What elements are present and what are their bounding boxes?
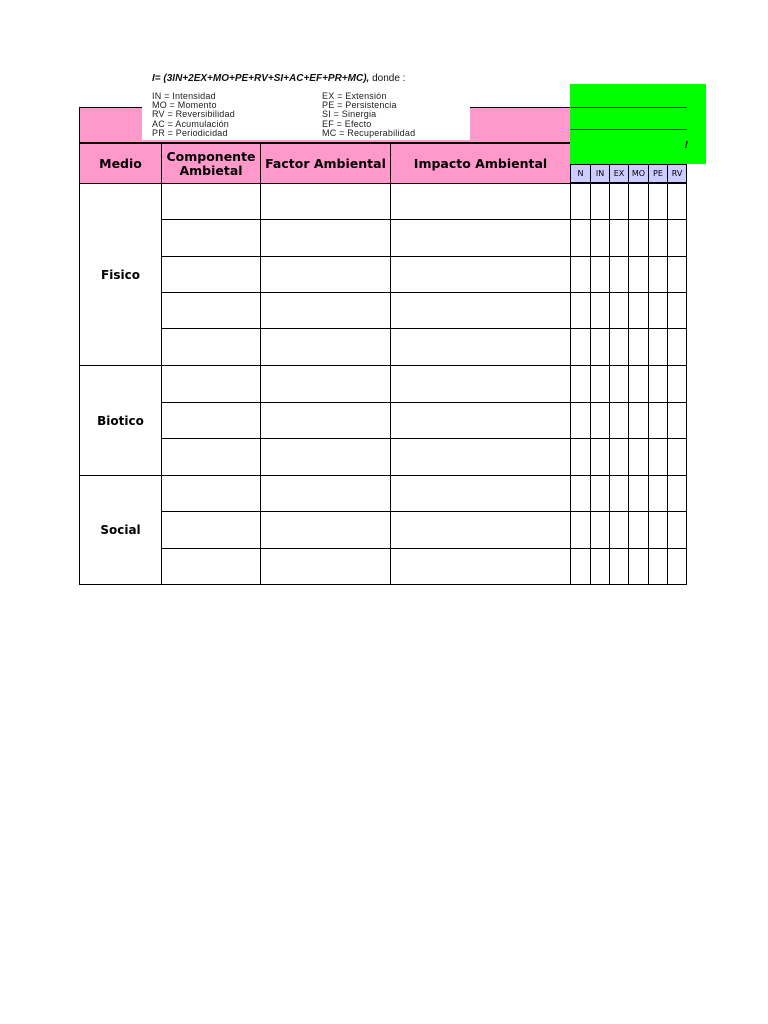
mo-cell[interactable] <box>628 256 649 293</box>
mo-cell[interactable] <box>628 548 649 585</box>
componente-cell[interactable] <box>161 328 261 366</box>
in-cell[interactable] <box>590 365 610 403</box>
in-cell[interactable] <box>590 328 610 366</box>
legend-pr: PR = Periodicidad <box>152 127 228 138</box>
rv-cell[interactable] <box>667 548 687 585</box>
factor-cell[interactable] <box>260 402 391 439</box>
componente-cell[interactable] <box>161 511 261 549</box>
in-cell[interactable] <box>590 292 610 329</box>
rv-cell[interactable] <box>667 402 687 439</box>
factor-cell[interactable] <box>260 475 391 512</box>
factor-cell[interactable] <box>260 219 391 257</box>
in-cell[interactable] <box>590 511 610 549</box>
n-cell[interactable] <box>570 475 591 512</box>
componente-cell[interactable] <box>161 365 261 403</box>
impacto-cell[interactable] <box>390 328 571 366</box>
mo-cell[interactable] <box>628 328 649 366</box>
ex-cell[interactable] <box>609 438 629 476</box>
legend-pe: PE = Persistencia <box>322 100 397 111</box>
rv-cell[interactable] <box>667 256 687 293</box>
impacto-cell[interactable] <box>390 402 571 439</box>
factor-cell[interactable] <box>260 548 391 585</box>
mo-cell[interactable] <box>628 438 649 476</box>
green-divider <box>571 129 687 130</box>
impacto-cell[interactable] <box>390 511 571 549</box>
ex-cell[interactable] <box>609 548 629 585</box>
pe-cell[interactable] <box>648 365 668 403</box>
formula-expression: I= (3IN+2EX+MO+PE+RV+SI+AC+EF+PR+MC), donde : <box>152 73 406 84</box>
formula-legend <box>142 66 470 140</box>
n-cell[interactable] <box>570 402 591 439</box>
impacto-cell[interactable] <box>390 292 571 329</box>
impacto-cell[interactable] <box>390 365 571 403</box>
subheader-ex: EX <box>609 164 629 183</box>
n-cell[interactable] <box>570 438 591 476</box>
subheader-mo: MO <box>628 164 649 183</box>
n-cell[interactable] <box>570 256 591 293</box>
green-block-text: ! <box>684 140 688 151</box>
subheader-rv: RV <box>667 164 687 183</box>
componente-cell[interactable] <box>161 219 261 257</box>
pe-cell[interactable] <box>648 475 668 512</box>
pe-cell[interactable] <box>648 292 668 329</box>
impacto-cell[interactable] <box>390 256 571 293</box>
impacto-cell[interactable] <box>390 475 571 512</box>
factor-cell[interactable] <box>260 292 391 329</box>
rv-cell[interactable] <box>667 475 687 512</box>
ex-cell[interactable] <box>609 183 629 220</box>
medio-social: Social <box>79 475 162 585</box>
mo-cell[interactable] <box>628 402 649 439</box>
mo-cell[interactable] <box>628 292 649 329</box>
rv-cell[interactable] <box>667 438 687 476</box>
legend-ac: AC = Acumulación <box>152 118 229 129</box>
subheader-in: IN <box>590 164 610 183</box>
n-cell[interactable] <box>570 183 591 220</box>
rv-cell[interactable] <box>667 219 687 257</box>
n-cell[interactable] <box>570 511 591 549</box>
n-cell[interactable] <box>570 365 591 403</box>
pe-cell[interactable] <box>648 256 668 293</box>
pe-cell[interactable] <box>648 328 668 366</box>
n-cell[interactable] <box>570 548 591 585</box>
in-cell[interactable] <box>590 438 610 476</box>
factor-cell[interactable] <box>260 511 391 549</box>
ex-cell[interactable] <box>609 219 629 257</box>
rv-cell[interactable] <box>667 511 687 549</box>
factor-cell[interactable] <box>260 256 391 293</box>
ex-cell[interactable] <box>609 328 629 366</box>
impacto-cell[interactable] <box>390 183 571 220</box>
subheader-pe: PE <box>648 164 668 183</box>
pe-cell[interactable] <box>648 402 668 439</box>
ex-cell[interactable] <box>609 511 629 549</box>
green-highlight-block <box>570 84 706 164</box>
pe-cell[interactable] <box>648 438 668 476</box>
ex-cell[interactable] <box>609 475 629 512</box>
header-factor-ambiental: Factor Ambiental <box>260 143 391 184</box>
pe-cell[interactable] <box>648 219 668 257</box>
mo-cell[interactable] <box>628 365 649 403</box>
componente-cell[interactable] <box>161 475 261 512</box>
in-cell[interactable] <box>590 256 610 293</box>
factor-cell[interactable] <box>260 183 391 220</box>
header-componente-ambietal: Componente Ambietal <box>161 143 261 184</box>
rv-cell[interactable] <box>667 365 687 403</box>
legend-ex: EX = Extensión <box>322 91 387 101</box>
legend-mc: MC = Recuperabilidad <box>322 127 416 138</box>
ex-cell[interactable] <box>609 365 629 403</box>
green-divider <box>571 107 687 108</box>
componente-cell[interactable] <box>161 438 261 476</box>
header-medio: Medio <box>79 143 162 184</box>
impacto-cell[interactable] <box>390 438 571 476</box>
medio-fisico: Fisico <box>79 183 162 366</box>
n-cell[interactable] <box>570 219 591 257</box>
legend-ef: EF = Efecto <box>322 118 372 129</box>
in-cell[interactable] <box>590 402 610 439</box>
subheader-n: N <box>570 164 591 183</box>
ex-cell[interactable] <box>609 292 629 329</box>
componente-cell[interactable] <box>161 183 261 220</box>
formula-legend-grid <box>152 92 468 138</box>
mo-cell[interactable] <box>628 183 649 220</box>
legend-si: SI = Sinergia <box>322 109 377 120</box>
pe-cell[interactable] <box>648 511 668 549</box>
factor-cell[interactable] <box>260 438 391 476</box>
in-cell[interactable] <box>590 183 610 220</box>
n-cell[interactable] <box>570 292 591 329</box>
mo-cell[interactable] <box>628 511 649 549</box>
componente-cell[interactable] <box>161 548 261 585</box>
legend-rv: RV = Reversibilidad <box>152 109 235 120</box>
factor-cell[interactable] <box>260 365 391 403</box>
in-cell[interactable] <box>590 548 610 585</box>
rv-cell[interactable] <box>667 292 687 329</box>
pe-cell[interactable] <box>648 183 668 220</box>
in-cell[interactable] <box>590 475 610 512</box>
legend-in: IN = Intensidad <box>152 91 216 101</box>
factor-cell[interactable] <box>260 328 391 366</box>
ex-cell[interactable] <box>609 256 629 293</box>
in-cell[interactable] <box>590 219 610 257</box>
mo-cell[interactable] <box>628 219 649 257</box>
mo-cell[interactable] <box>628 475 649 512</box>
medio-biotico: Biotico <box>79 365 162 476</box>
legend-mo: MO = Momento <box>152 100 217 111</box>
rv-cell[interactable] <box>667 328 687 366</box>
ex-cell[interactable] <box>609 402 629 439</box>
pe-cell[interactable] <box>648 548 668 585</box>
componente-cell[interactable] <box>161 292 261 329</box>
componente-cell[interactable] <box>161 402 261 439</box>
rv-cell[interactable] <box>667 183 687 220</box>
componente-cell[interactable] <box>161 256 261 293</box>
impacto-cell[interactable] <box>390 548 571 585</box>
n-cell[interactable] <box>570 328 591 366</box>
impacto-cell[interactable] <box>390 219 571 257</box>
header-impacto-ambiental: Impacto Ambiental <box>390 143 571 184</box>
